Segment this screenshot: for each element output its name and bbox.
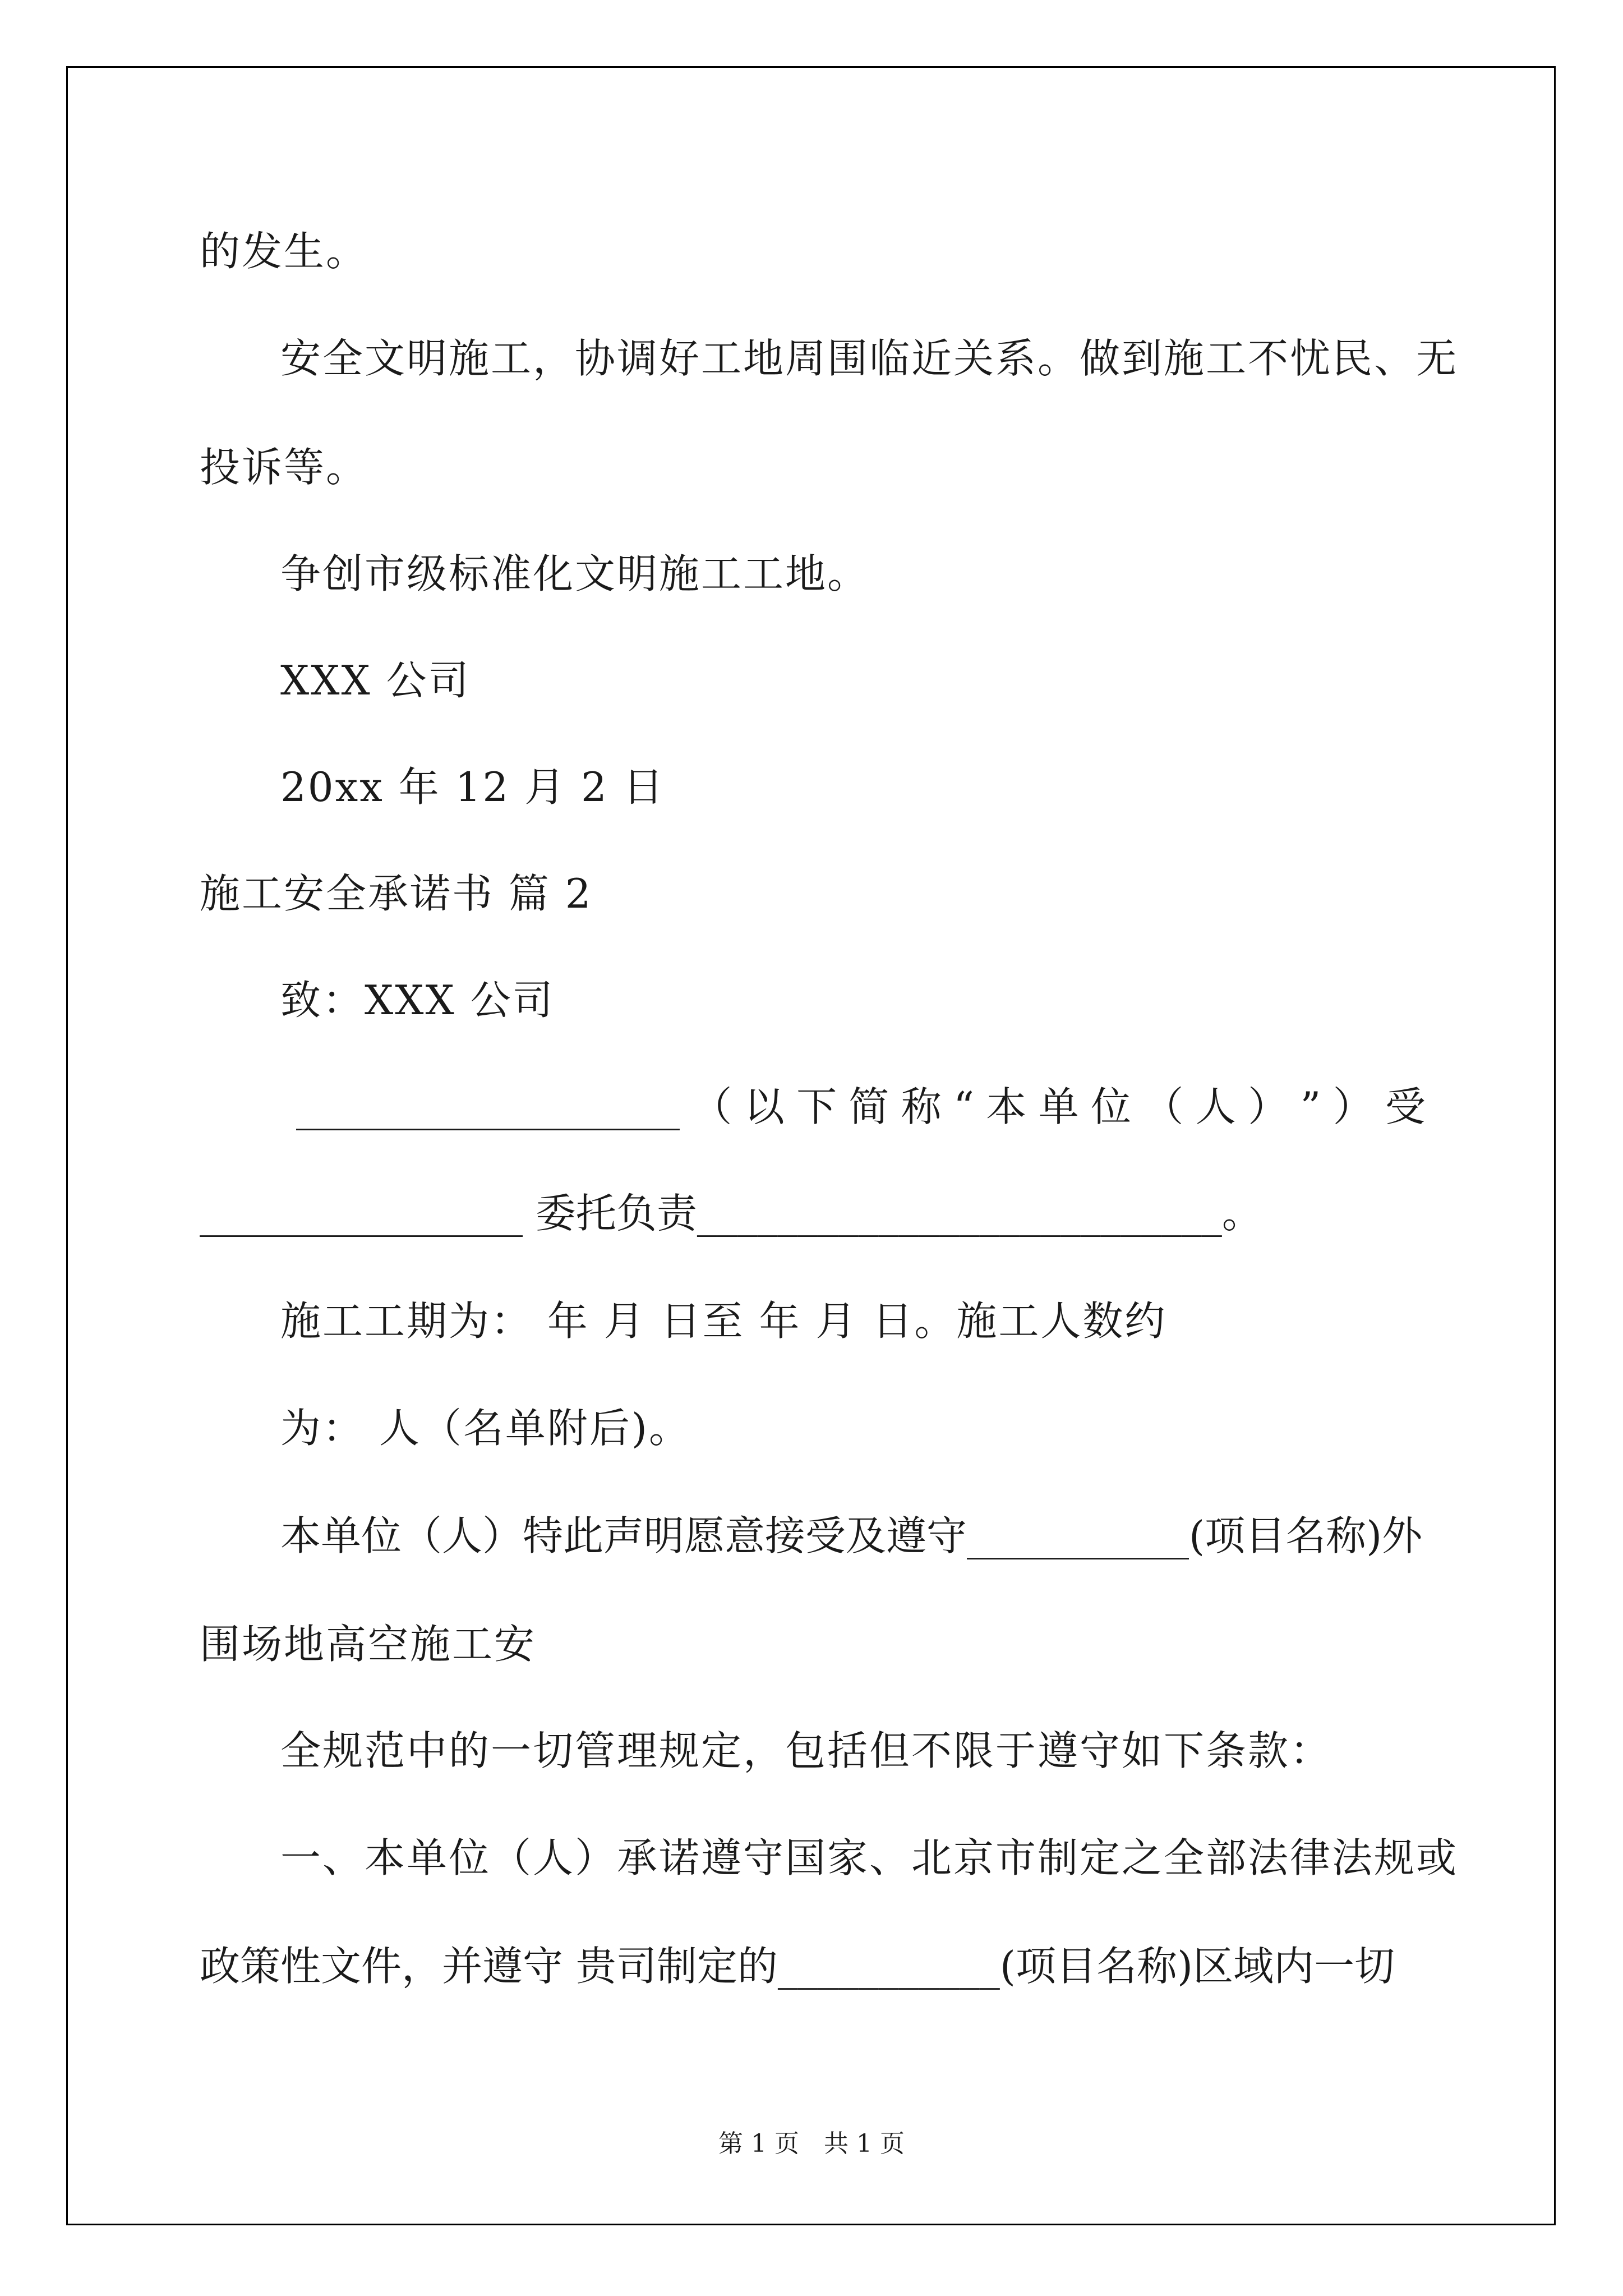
- page-number: 第 1 页 共 1 页: [718, 2129, 905, 2158]
- fill-in-blank: ___________________: [296, 1083, 680, 1130]
- paragraph-line: 施工工期为： 年 月 日至 年 月 日。施工人数约: [280, 1297, 1167, 1345]
- addressee-line: 致：XXX 公司: [280, 977, 555, 1024]
- paragraph-line: 的发生。: [200, 228, 368, 275]
- company-name: XXX 公司: [280, 657, 471, 704]
- paragraph-line: 一、本单位（人）承诺遵守国家、北京市制定之全部法律法规或: [280, 1834, 1459, 1881]
- paragraph-line: 安全文明施工，协调好工地周围临近关系。做到施工不忧民、无: [280, 335, 1459, 382]
- blank-intro-line: ___________________ （ 以 下 简 称 “ 本 单 位 （ 人 ） ” ） 受: [296, 1083, 1426, 1130]
- page-border: [66, 66, 1556, 2225]
- paragraph-line: 政策性文件，并遵守 贵司制定的___________(项目名称)区域内一切: [200, 1943, 1395, 1990]
- paragraph-line: 投诉等。: [200, 444, 368, 491]
- section-heading: 施工安全承诺书 篇 2: [200, 870, 593, 917]
- paragraph-line: 全规范中的一切管理规定，包括但不限于遵守如下条款：: [280, 1727, 1332, 1774]
- paragraph-line: 争创市级标准化文明施工工地。: [280, 550, 870, 597]
- paragraph-line: 为： 人（名单附后)。: [280, 1405, 691, 1452]
- paragraph-line: 围场地高空施工安: [200, 1621, 537, 1668]
- paragraph-line: 本单位（人）特此声明愿意接受及遵守___________(项目名称)外: [280, 1512, 1423, 1559]
- date-line: 20xx 年 12 月 2 日: [280, 763, 665, 811]
- paragraph-line: ________________ 委托负责__________________________。: [200, 1190, 1262, 1237]
